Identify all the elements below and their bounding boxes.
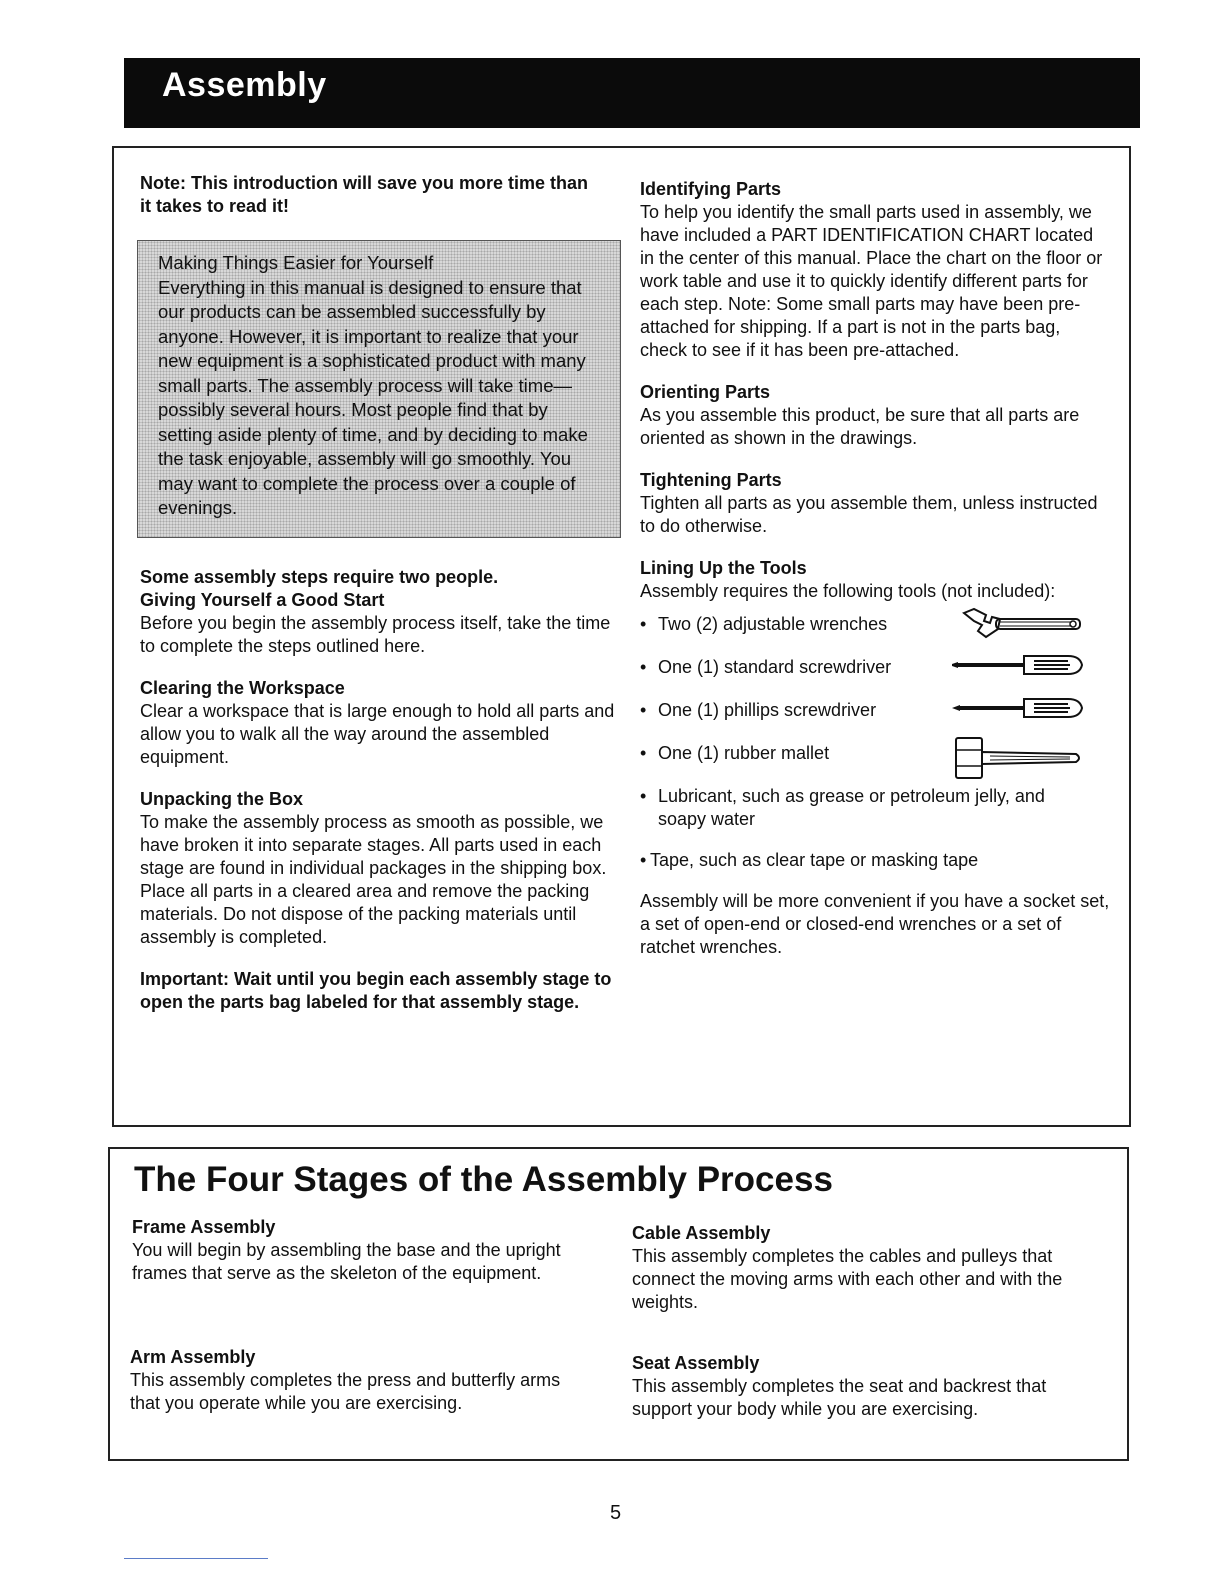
- tools-closing-text: Assembly will be more convenient if you have a socket set, a set of open-end or closed-end wrenches or a set of ratchet wrenches.: [640, 891, 1110, 957]
- rubber-mallet-icon: [950, 736, 1090, 780]
- section-heading: Giving Yourself a Good Start: [140, 590, 385, 610]
- stage-heading: Arm Assembly: [130, 1347, 256, 1367]
- tool-label: One (1) standard screwdriver: [658, 657, 892, 677]
- bullet: •: [640, 700, 647, 720]
- two-people-note: Some assembly steps require two people.: [140, 567, 499, 587]
- stage-seat-assembly: [632, 1352, 1082, 1421]
- intro-left-lower: [140, 566, 620, 1014]
- tool-label: Tape, such as clear tape or masking tape: [650, 850, 979, 870]
- adjustable-wrench-icon: [960, 607, 1090, 641]
- section-heading: Clearing the Workspace: [140, 678, 345, 698]
- stage-cable-assembly: [632, 1222, 1082, 1314]
- tool-label: One (1) rubber mallet: [658, 743, 830, 763]
- section-heading: Tightening Parts: [640, 470, 782, 490]
- page-number: 5: [610, 1502, 622, 1524]
- section-workspace: [140, 677, 620, 769]
- section-text: Assembly requires the following tools (not included):: [640, 581, 1056, 601]
- bullet: •: [640, 614, 647, 634]
- intro-right-column: [640, 178, 1110, 959]
- section-text: To make the assembly process as smooth as possible, we have broken it into separate stages. All parts used in each stage are found in individual packages in the shipping box. Place all parts in a cleared area and remove the packing materials. Do not dispose of the packing materials until assembly is completed.: [140, 812, 607, 947]
- divider: [124, 1558, 268, 1559]
- bullet: •: [640, 786, 647, 806]
- section-heading: Lining Up the Tools: [640, 558, 807, 578]
- section-orienting: [640, 381, 1110, 450]
- section-text: Before you begin the assembly process itself, take the time to complete the steps outlined here.: [140, 613, 611, 656]
- phillips-screwdriver-icon: [950, 693, 1090, 723]
- section-good-start: [140, 589, 620, 658]
- stage-heading: Cable Assembly: [632, 1223, 771, 1243]
- header-bar: [124, 58, 1140, 128]
- tool-label: One (1) phillips screwdriver: [658, 700, 877, 720]
- stage-heading: Frame Assembly: [132, 1217, 276, 1237]
- section-tools: [640, 557, 1110, 959]
- list-item: [640, 849, 1110, 872]
- list-item: [640, 785, 1078, 831]
- important-note: Important: Wait until you begin each assembly stage to open the parts bag labeled for that assembly stage.: [140, 969, 612, 1012]
- stage-text: This assembly completes the cables and pulleys that connect the moving arms with each other and with the weights.: [632, 1246, 1063, 1312]
- bullet: •: [640, 850, 647, 870]
- section-unpacking: [140, 788, 620, 949]
- stage-frame-assembly: [132, 1216, 582, 1285]
- tool-label: Two (2) adjustable wrenches: [658, 614, 888, 634]
- section-text: To help you identify the small parts used in assembly, we have included a PART IDENTIFICATION CHART located in the center of this manual. Place the chart on the floor or work table and use it to quickly identify different parts for each step. Note: Some small parts may have been pre-attached for shipping. If a part is not in the parts bag, check to see if it has been pre-attached.: [640, 202, 1103, 360]
- stage-heading: Seat Assembly: [632, 1353, 760, 1373]
- section-text: Tighten all parts as you assemble them, unless instructed to do otherwise.: [640, 493, 1098, 536]
- stage-arm-assembly: [130, 1346, 580, 1415]
- list-item: [640, 742, 1110, 785]
- section-heading: Unpacking the Box: [140, 789, 304, 809]
- section-heading: Identifying Parts: [640, 179, 782, 199]
- stage-text: This assembly completes the press and butterfly arms that you operate while you are exercising.: [130, 1370, 561, 1413]
- section-tightening: [640, 469, 1110, 538]
- shaded-tip-box: [137, 240, 621, 538]
- section-heading: Orienting Parts: [640, 382, 771, 402]
- stage-text: This assembly completes the seat and backrest that support your body while you are exercising.: [632, 1376, 1047, 1419]
- section-text: Clear a workspace that is large enough to hold all parts and allow you to walk all the way around the assembled equipment.: [140, 701, 615, 767]
- page-title: Assembly: [162, 66, 327, 104]
- section-text: As you assemble this product, be sure that all parts are oriented as shown in the drawings.: [640, 405, 1080, 448]
- standard-screwdriver-icon: [950, 650, 1090, 680]
- bullet: •: [640, 743, 647, 763]
- section-identifying: [640, 178, 1110, 362]
- shaded-heading: Making Things Easier for Yourself: [158, 252, 434, 273]
- tools-list: [640, 613, 1110, 785]
- bullet: •: [640, 657, 647, 677]
- intro-note: Note: This introduction will save you more time than it takes to read it!: [140, 173, 589, 216]
- stage-text: You will begin by assembling the base and the upright frames that serve as the skeleton of the equipment.: [132, 1240, 561, 1283]
- stages-title: The Four Stages of the Assembly Process: [134, 1160, 833, 1199]
- shaded-text: Everything in this manual is designed to ensure that our products can be assembled successfully by anyone. However, it is important to realize that your new equipment is a sophisticated product with many small parts. The assembly process will take time—possibly several hours. Most people find that by setting aside plenty of time, and by deciding to make the task enjoyable, assembly will go smoothly. You may want to complete the process over a couple of evenings.: [158, 276, 588, 518]
- tool-label: Lubricant, such as grease or petroleum jelly, and soapy water: [658, 786, 1045, 829]
- intro-left-column: [140, 172, 620, 218]
